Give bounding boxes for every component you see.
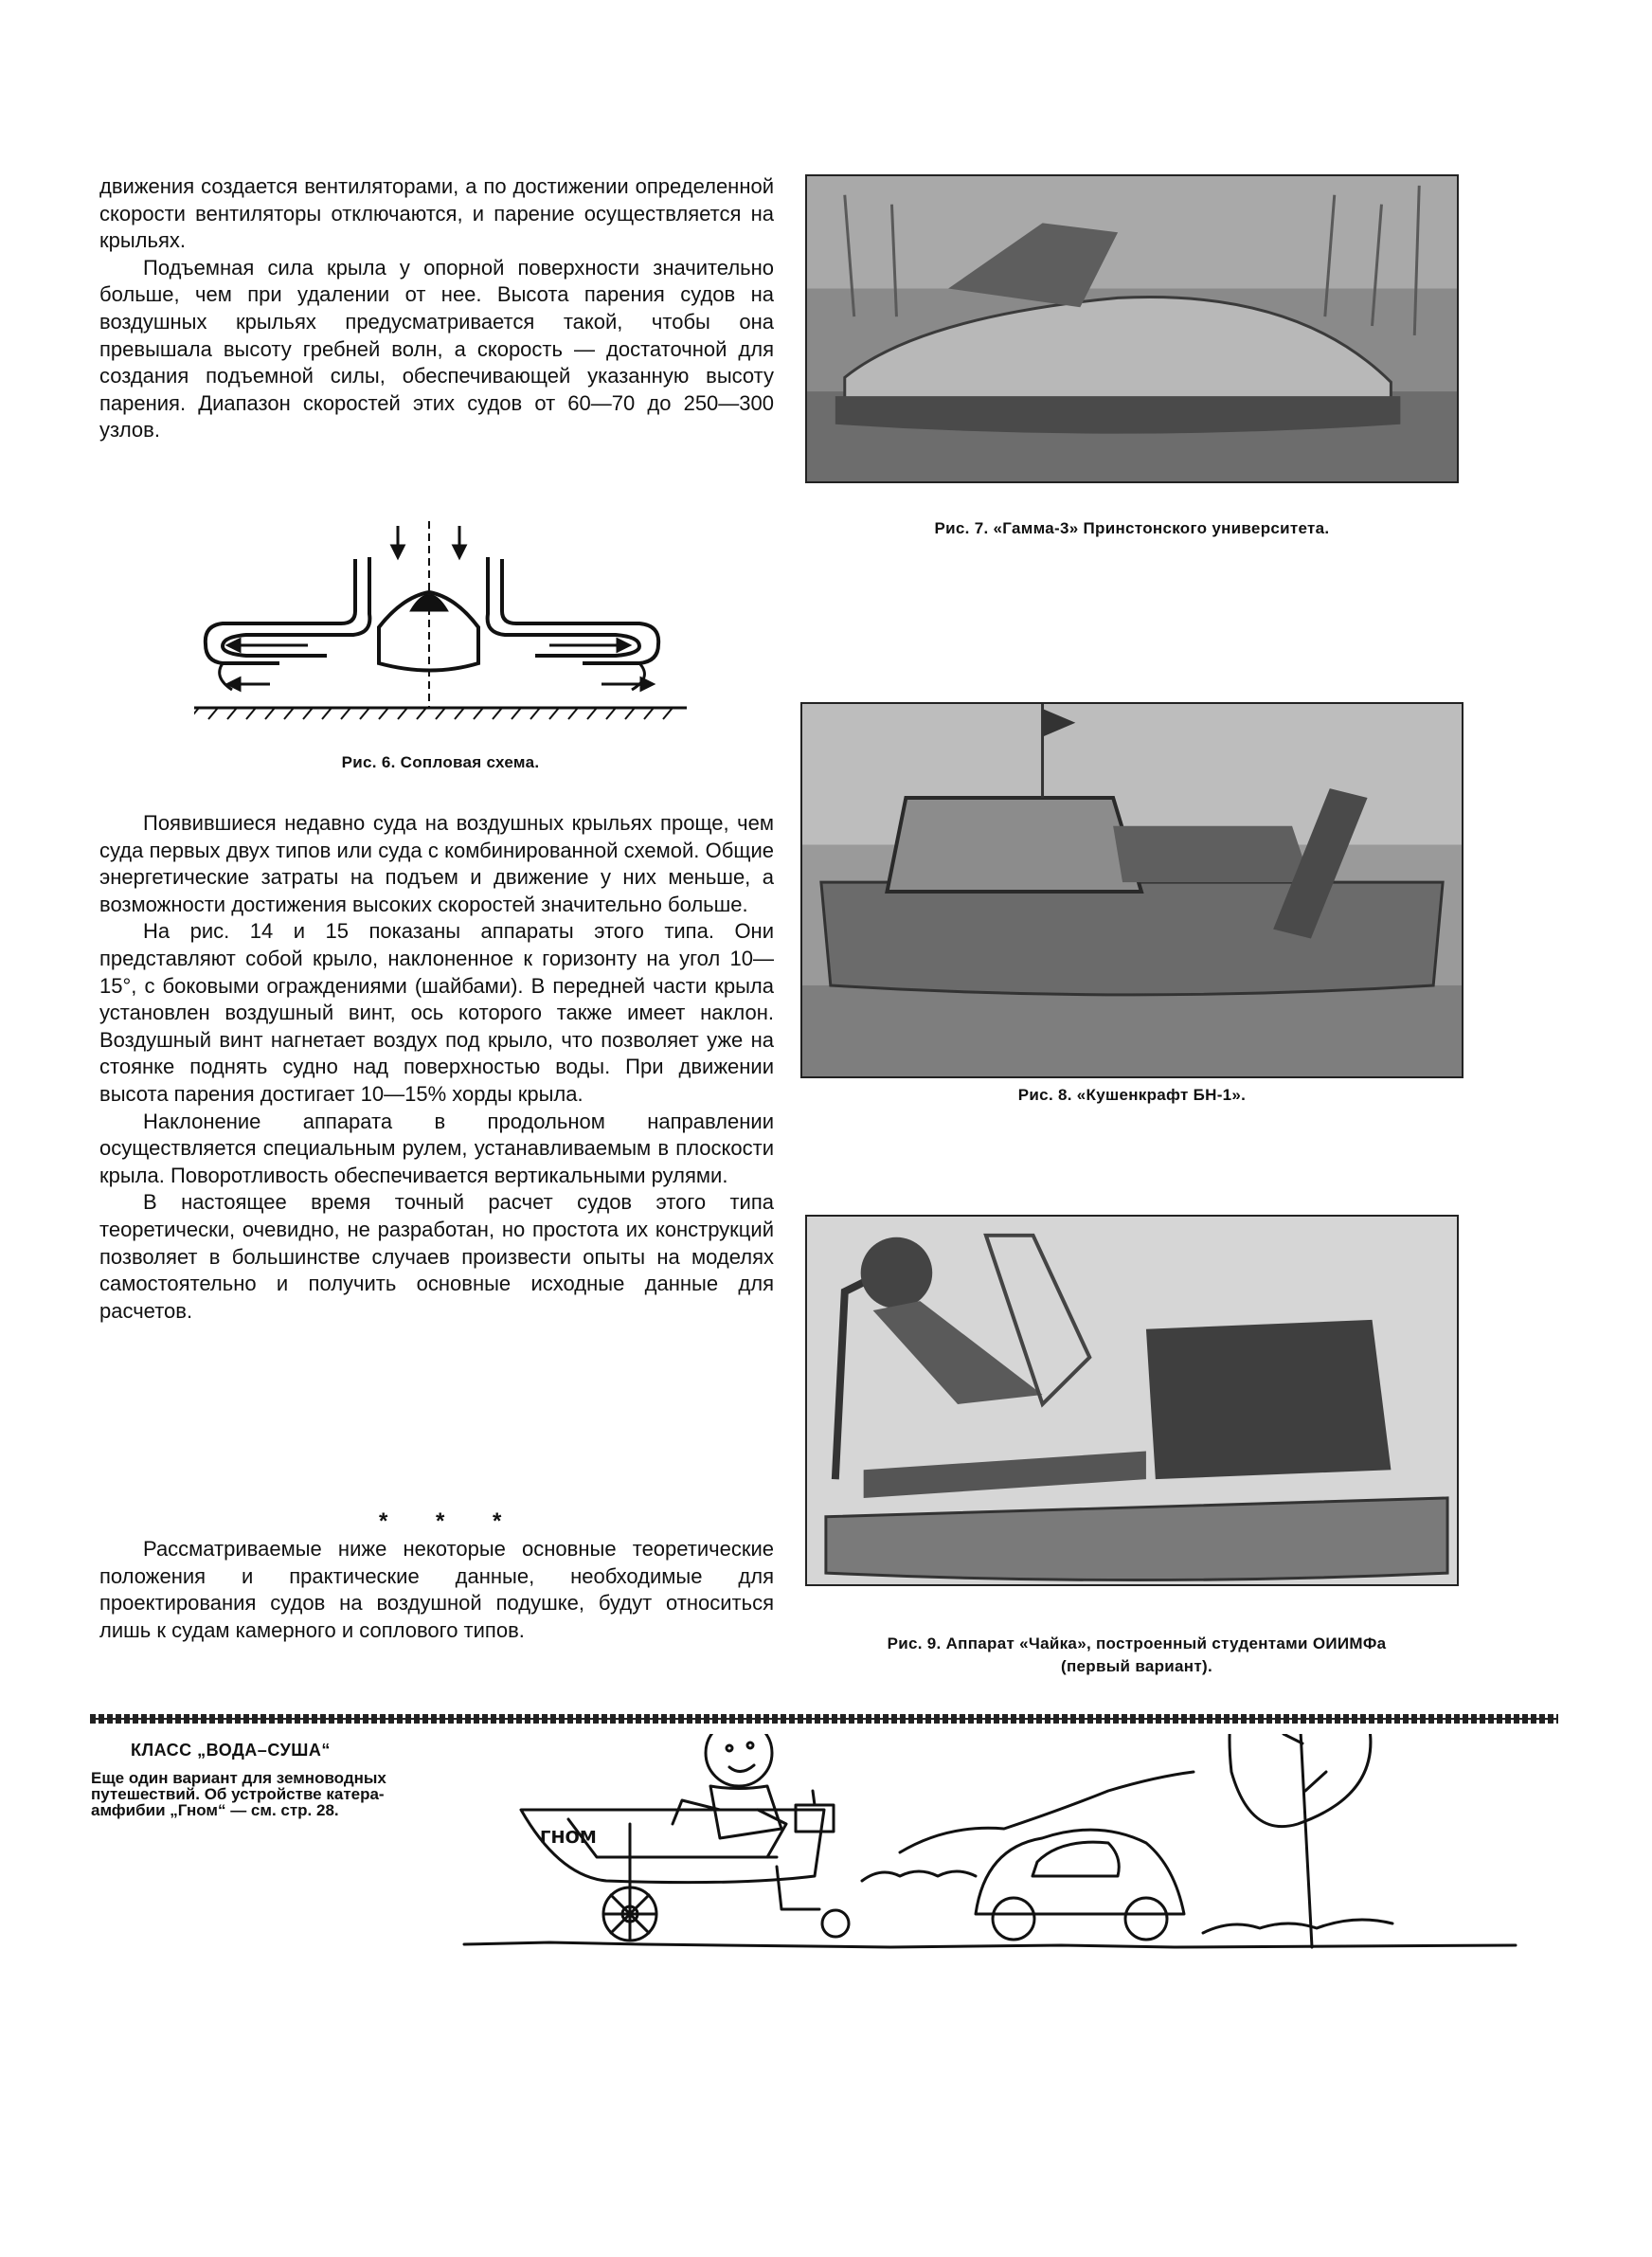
figure-8-caption: Рис. 8. «Кушенкрафт БН-1». bbox=[1017, 1086, 1247, 1104]
text-block-top bbox=[99, 173, 774, 444]
figure-9-caption-line1: Рис. 9. Аппарат «Чайка», построенный студентами ОИИМФа bbox=[887, 1634, 1387, 1652]
figure-9-caption-line2: (первый вариант). bbox=[1061, 1657, 1212, 1675]
figure-9-photo bbox=[805, 1215, 1459, 1586]
text-block-bottom bbox=[99, 1536, 774, 1644]
section-divider bbox=[90, 1714, 1558, 1724]
paragraph: Наклонение аппарата в продольном направлении осуществляется специальным рулем, устанавливаемым в плоскости крыла. Поворотливость обеспечивается вертикальными рулями. bbox=[99, 1109, 774, 1187]
paragraph: На рис. 14 и 15 показаны аппараты этого типа. Они представляют собой крыло, наклоненное к горизонту на угол 10—15°, с боковыми ограждениями (шайбами). В передней части крыла установлен воздушный винт, ось которого также имеет наклон. Воздушный винт нагнетает воздух под крыло, что позволяет уже на стоянке поднять судно над поверхностью воды. При движении высота парения достигает 10—15% хорды крыла. bbox=[99, 919, 774, 1106]
figure-7-photo bbox=[805, 174, 1459, 483]
paragraph: Подъемная сила крыла у опорной поверхности значительно больше, чем при удалении от нее. Высота парения судов на воздушных крыльях предусматривается такой, чтобы она превышала высоту гребней волн, а скорость — достаточной для создания подъемной силы, обеспечивающей указанную высоту парения. Диапазон скоростей этих судов от 60—70 до 250—300 узлов. bbox=[99, 255, 774, 442]
boat-name-label: ГНОМ bbox=[540, 1828, 597, 1848]
paragraph: В настоящее время точный расчет судов этого типа теоретически, очевидно, не разработан, но простота их конструкций позволяет в большинстве случаев произвести опыты на моделях самостоятельно и получить основные исходные данные для расчетов. bbox=[99, 1190, 774, 1323]
text-block-middle bbox=[99, 810, 774, 1325]
figure-8-photo bbox=[800, 702, 1463, 1078]
figure-6-caption: Рис. 6. Сопловая схема. bbox=[341, 753, 540, 771]
figure-6-nozzle-diagram bbox=[194, 521, 687, 720]
paragraph: Появившиеся недавно суда на воздушных крыльях проще, чем суда первых двух типов или суда с комбинированной схемой. Общие энергетические затраты на подъем и движение у них меньше, а возможности достижения высоких скоростей значительно больше. bbox=[99, 811, 774, 916]
figure-7-caption: Рис. 7. «Гамма-3» Принстонского университета. bbox=[934, 519, 1330, 537]
sidebar-note: Еще один вариант для земноводных путешествий. Об устройстве катера-амфибии „Гном“ — см. стр. 28. bbox=[91, 1769, 386, 1819]
paragraph: движения создается вентиляторами, а по достижении определенной скорости вентиляторы отключаются, и парение осуществляется на крыльях. bbox=[99, 174, 774, 253]
paragraph: Рассматриваемые ниже некоторые основные теоретические положения и практические данные, необходимые для проектирования судов на воздушной подушке, будут относиться лишь к судам камерного и соплового типов. bbox=[99, 1537, 774, 1642]
section-separator: * * * bbox=[379, 1508, 523, 1534]
cartoon-amphibian-illustration bbox=[455, 1734, 1535, 2132]
sidebar-title: КЛАСС „ВОДА–СУША“ bbox=[131, 1741, 331, 1760]
